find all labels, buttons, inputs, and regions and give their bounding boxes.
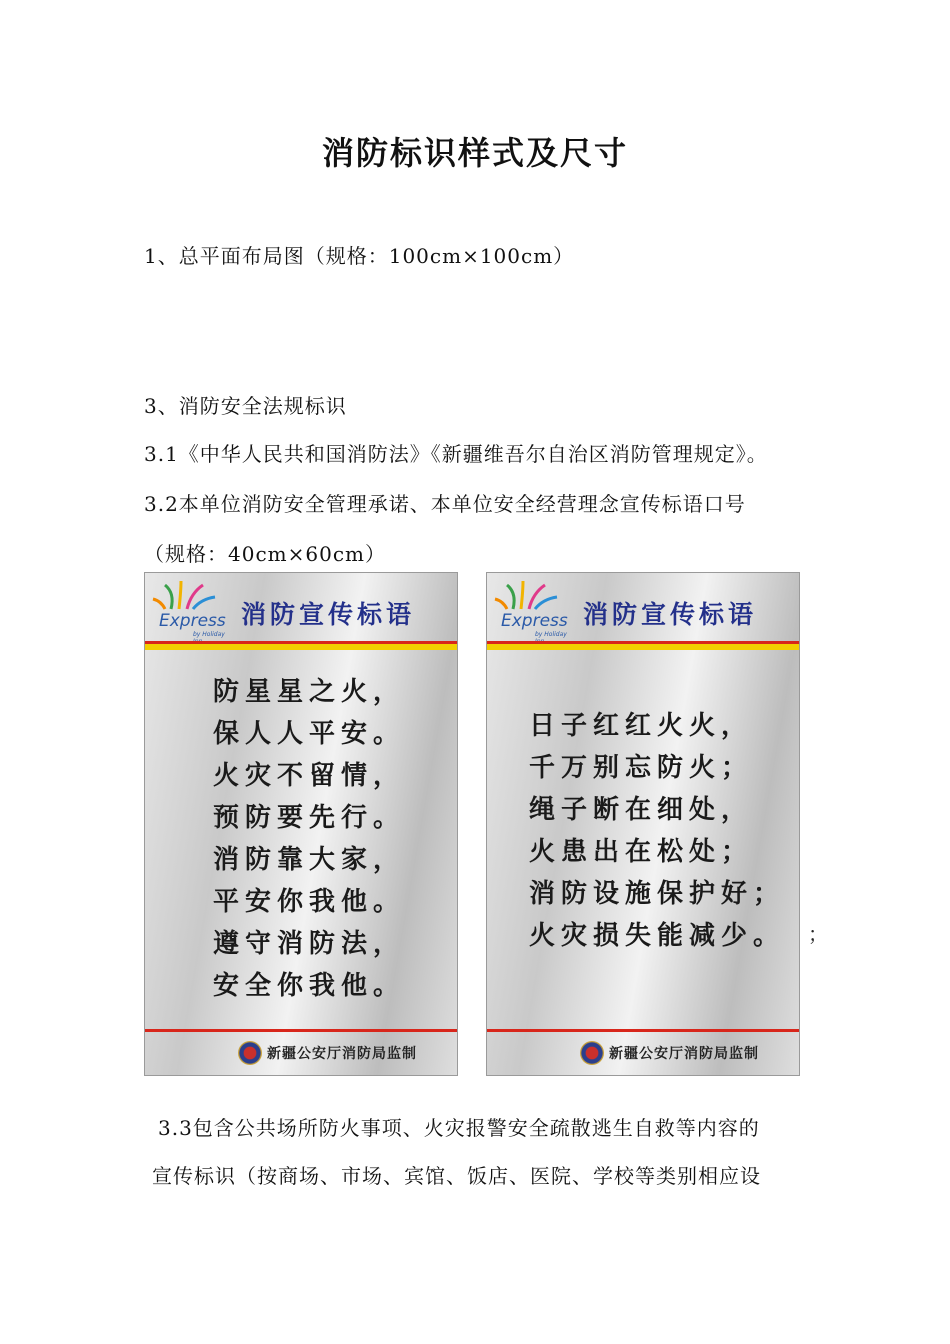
verse-line: 日子红红火火， — [529, 711, 754, 741]
express-logo — [151, 579, 229, 637]
page-title: 消防标识样式及尺寸 — [321, 134, 628, 172]
verse-line: 绳子断在细处， — [529, 795, 754, 825]
verse-line: 平安你我他。 — [213, 887, 406, 917]
verse-line: 安全你我他。 — [213, 971, 406, 1001]
police-emblem-icon — [580, 1041, 604, 1065]
slogan-sign-2 — [486, 572, 800, 1076]
express-logo — [493, 579, 571, 637]
verse-line: 遵守消防法， — [213, 929, 406, 959]
sign-title: 消防宣传标语 — [241, 600, 416, 629]
header-yellow-bar — [145, 644, 457, 650]
header-yellow-bar — [487, 644, 799, 650]
sign-verses — [145, 671, 525, 1007]
verse-line: 火灾不留情， — [213, 761, 406, 791]
logo-text: Express — [159, 611, 226, 631]
verse-line: 火灾损失能减少。 — [529, 921, 786, 951]
section-3-1-text: 3.1《中华人民共和国消防法》《新疆维吾尔自治区消防管理规定》。 — [144, 442, 768, 466]
section-1-heading: 1、总平面布局图（规格：100cm×100cm） — [144, 244, 575, 268]
sign-footer: 新疆公安厅消防局监制 — [609, 1046, 759, 1062]
stray-punctuation: ； — [808, 922, 828, 946]
logo-subtext: by Holiday — [193, 631, 225, 638]
section-3-2-text: 3.2本单位消防安全管理承诺、本单位安全经营理念宣传标语口号 — [144, 492, 746, 516]
police-emblem-icon — [238, 1041, 262, 1065]
verse-line: 火患出在松处； — [529, 837, 754, 867]
sign-footer: 新疆公安厅消防局监制 — [267, 1046, 417, 1062]
sign-verses — [487, 705, 841, 957]
sign-header — [145, 573, 457, 639]
section-3-2-spec: （规格：40cm×60cm） — [144, 542, 386, 566]
firework-logo-icon — [151, 579, 229, 613]
verse-line: 保人人平安。 — [213, 719, 406, 749]
slogan-sign-1 — [144, 572, 458, 1076]
firework-logo-icon — [493, 579, 571, 613]
sign-header — [487, 573, 799, 639]
section-3-3-text: 3.3包含公共场所防火事项、火灾报警安全疏散逃生自救等内容的 — [158, 1116, 760, 1140]
sign-title: 消防宣传标语 — [583, 600, 758, 629]
footer-red-bar — [487, 1029, 799, 1032]
verse-line: 防星星之火， — [213, 677, 406, 707]
footer-red-bar — [145, 1029, 457, 1032]
logo-subtext: by Holiday — [535, 631, 567, 638]
section-3-3-continued: 宣传标识（按商场、市场、宾馆、饭店、医院、学校等类别相应设 — [152, 1164, 761, 1188]
verse-line: 消防设施保护好； — [529, 879, 786, 909]
verse-line: 消防靠大家， — [213, 845, 406, 875]
section-3-heading: 3、消防安全法规标识 — [144, 394, 347, 418]
verse-line: 预防要先行。 — [213, 803, 406, 833]
verse-line: 千万别忘防火； — [529, 753, 754, 783]
logo-text: Express — [501, 611, 568, 631]
